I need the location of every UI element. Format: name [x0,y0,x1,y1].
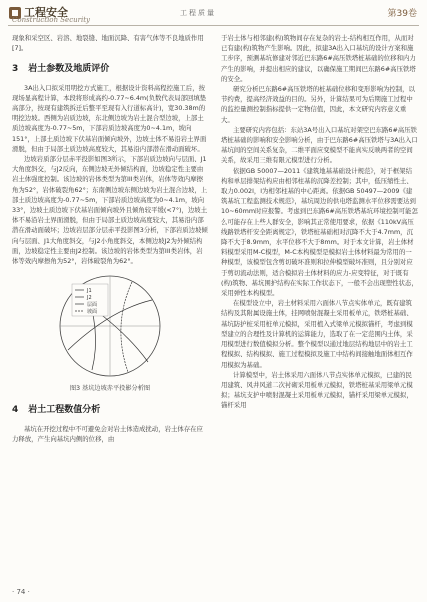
stereonet-figure [12,270,208,382]
legend-j1: J1 [87,288,92,295]
figure-caption: 图3 基坑边坡赤平投影分析图 [69,385,151,393]
right-column [221,33,418,411]
legend-j2: J2 [87,295,92,302]
section-label: 工程质量 [180,9,216,17]
section-heading-3 [12,64,208,74]
page-header [0,0,427,27]
paragraph: 依据GB 50007—2011《建筑地基基础设计规范》，对于框架结构和单层排架结构应由相邻柱基的沉降差控制；其中，低压缩性土、取力0.002l，l为相邻柱基的中心距离。依据GB 50497—2009《建筑基坑工程监测技术规范》，基坑周边的供电塔监测水平位移需要达到10~60mm时应报警。考虑到巴东路6#高压铁塔基坑环境控制可能怎么可能存在上些人群安全，影响其正常使用要求，依据《110kV高压线路铁塔杆安全距离规定》，铁塔桩基础相对沉降不大于4.7mm，沉降不大于8.9mm，水平位移不大于8mm。对于本文计算，岩土体材料模型采用M-C模型，M-C本构模型是模拟岩土体材料最为常用的一种模型，该模型包含剪切破坏准则和拉伸模型破坏准则，且分别对应于剪切流动法则，适合模拟岩土体材料的应力-应变特征，对于既有(构)筑物、基坑围护结构在实际工作状态下，一般不会出现塑性状态，采用弹性本构模型。 [221,166,418,298]
left-column [12,33,208,444]
paragraph: 现象和采空区、岩溶、地裂缝、地面沉降、有害气体等不良地质作用[7]。 [12,34,204,53]
paragraph: 计算模型中，岩土体采用六面体八节点实体单元模拟，已建的民用建筑、风井风道二次衬砌采用板单元模拟，铁塔桩基采用梁单元模拟；基坑支护中喷射混凝土采用板单元模拟，锚杆采用梁单元模拟，锚杆采用 [221,370,413,410]
section-number: 4 [12,405,19,416]
page-number: · 74 · [12,588,30,596]
page-number-value: 74 [16,588,26,596]
paragraph: 边坡岩质部分层赤平投影如图3所示，下部岩质边坡向与层面、J1大角度斜交，与J2反向，东侧边坡无外倾结构面，边坡稳定性主要由岩土体强度控制。该边坡的岩体类型为第III类岩体，岩体等效内摩擦角为52°，岩体破裂角62°；东南侧边坡东侧边坡为岩土混合边坡，上部土质边坡高度为-0.77~5m，下部岩质边坡高度为0~4.1m，坡向33°，边坡土质边坡下伏基岩面倾向坡外且倾角较平缓(<7°)，边坡土体不易沿岩土界面滑脱，但由于局部土质边坡高度较大，其易沿内部潜在滑动面破坏；边坡岩层部分层赤平投影图3分析，下部岩质边坡倾向与层面、J1大角度斜交，与J2小角度斜交，本侧边坡J2为外倾结构面，边坡稳定性主要由J2控制。该边坡的岩体类型为第III类岩体，岩体等效内摩擦角为52°，岩体破裂角为62°。 [12,155,208,266]
legend-bedding: 层面 [87,302,98,309]
stereonet-plot [12,270,208,382]
section-title: 岩土参数及地质评价 [28,64,110,75]
journal-title-en: Construction Security [12,16,90,24]
journal-title: 工程安全 [24,6,68,19]
paragraph: 3A出入口拟采用明挖方式施工，根据设计资料高程控施工后，按现场显高程计算，本段将形成高约-0.77~6.4m(负数代表局部回填垫高部分，按现有建筑拆迁后整平至现有入行道标高计)，宽30.38m的明挖边坡。西侧为岩质边坡，东北侧边坡为岩土混合型边坡，上部土质边坡高度为-0.77~5m，下部岩质边坡高度为0~4.1m，坡向151°，上部土质边坡下伏基岩面倾向坡外，边坡土体不易沿岩土界面滑脱，但由于局部土质边坡高度较大，其易沿内部潜在滑动面破坏。 [12,83,207,153]
paragraph: 在模型设立中，岩土材料采用六面体八节点实体单元，既有建筑结构及其附属设施土体，挂网喷射混凝土采用板单元，铁塔桩基础、基坑防护桩采用桩单元模拟，采用植入式梁单元模拟锚杆，考虑到模型建立的合理性及计算机的运算能力，选取了在一定范围内土体，采用模型进行数值模拟分析。整个模型以通过地层结构地层中的岩土工程模拟、结构模拟、施工过程模拟及施工中结构间接触地面体相互作用模拟为基础。 [221,299,413,369]
section-heading-4 [12,405,208,415]
section-number: 3 [12,64,19,75]
section-title: 岩土工程数值分析 [28,405,101,416]
paragraph: 主要研究内容包括：东站3A号出入口基坑对架空巴东路6#高压铁塔桩基础的影响和安全影响分析，由于巴东路6#高压铁塔与3A出入口基坑间的空间关系复杂，二维平面应变模型不能真实反映两者的空间关系，故采用三维有限元模型进行分析。 [221,125,418,165]
volume-label: 第39卷 [387,9,417,19]
paragraph: 于岩土体与相邻建(构)筑物间存在复杂的岩土-结构相互作用，从而对已有建(构)筑物产生影响。因此，拟建3A出入口基坑的设计方案和施工步序，预测基坑修建对邻近巴东路6#高压铁塔桩基础的位移和内力产生的影响，并提出相应的建议，以确保施工期间巴东路6#高压铁塔的安全。 [221,34,416,83]
legend-slope-face: 坡面 [87,309,98,316]
paragraph: 研究分析巴东路6#高压铁塔的桩基础位移和变形影响为控制，以节约费，提高经济效益的目的。另外，计算结果可为后期施工过程中的监控量测控制指标提供一定物信值，因此，本文研究内容意义重大。 [221,85,415,124]
paragraph: 基坑在开挖过程中不可避免会对岩土体造成扰动，岩土体存在应力释放，产生向基坑内侧的位移，由 [12,424,203,443]
header-divider [8,25,419,26]
